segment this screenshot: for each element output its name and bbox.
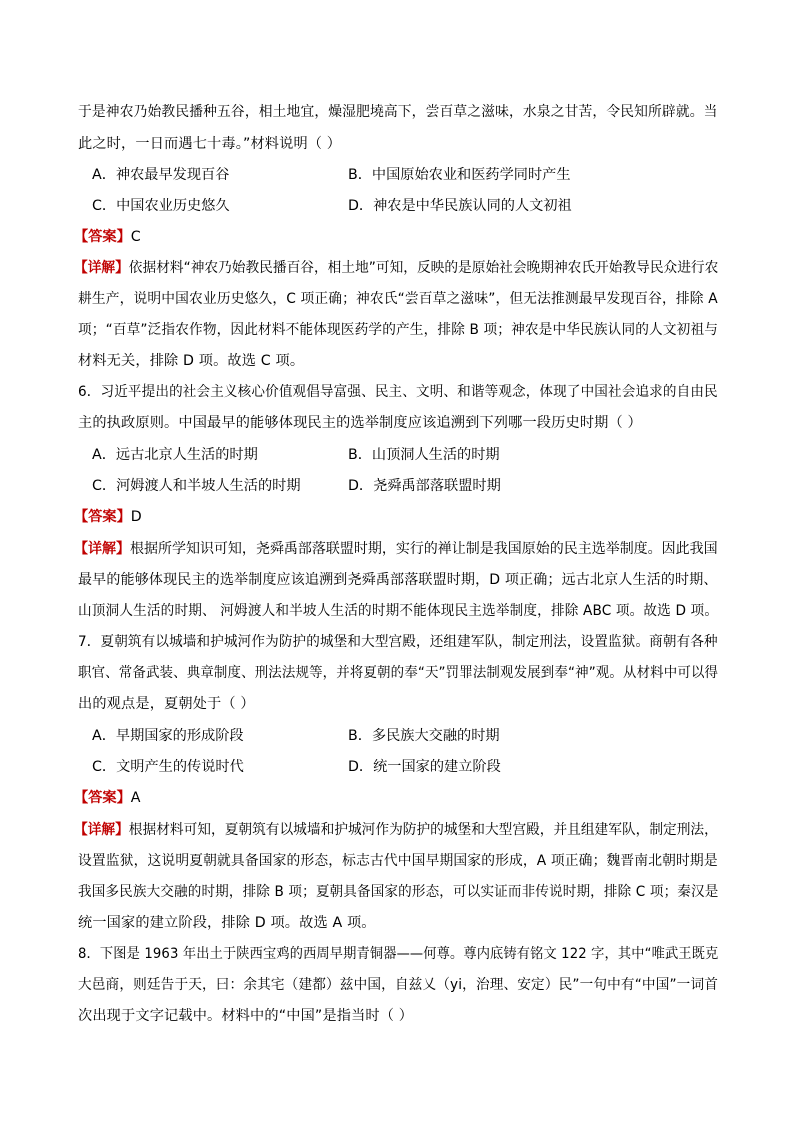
q8-stem-line-3: 次出现于文字记载中。材料中的“中国”是指当时（ ） bbox=[78, 1008, 414, 1024]
q6-stem-line-2: 主的执政原则。中国最早的能够体现民主的选举制度应该追溯到下列哪一段历史时期（ ） bbox=[78, 415, 642, 431]
q5-answer-value: C bbox=[130, 229, 141, 245]
q6-answer bbox=[74, 507, 142, 527]
q5-option-d: D．神农是中华民族认同的人文初祖 bbox=[348, 198, 572, 214]
q7-explain-line-4: 统一国家的建立阶段，排除 D 项。故选 A 项。 bbox=[78, 915, 376, 931]
answer-tag: 【答案】 bbox=[74, 509, 131, 525]
q5-explain-line-1 bbox=[74, 258, 718, 278]
q7-stem-line-3: 出的观点是，夏朝处于（ ） bbox=[78, 696, 255, 712]
q5-answer bbox=[74, 227, 141, 247]
q5-stem-line-1: 于是神农乃始教民播种五谷，相土地宜，燥湿肥墝高下，尝百草之滋味，水泉之甘苦，令民知所辟就。当 bbox=[78, 104, 718, 120]
q6-stem-line-1: 6．习近平提出的社会主义核心价值观倡导富强、民主、文明、和谐等观念，体现了中国社会追求的自由民 bbox=[78, 384, 718, 400]
q5-explain-line-3: 项；“百草”泛指农作物，因此材料不能体现医药学的产生，排除 B 项；神农是中华民族认同的人文初祖与 bbox=[78, 322, 719, 338]
explain-tag: 【详解】 bbox=[74, 822, 129, 838]
q5-explain-line-2: 耕生产，说明中国农业历史悠久，C 项正确；神农氏“尝百草之滋味”，但无法推测最早发现百谷，排除 A bbox=[78, 291, 718, 307]
q6-option-c: C．河姆渡人和半坡人生活的时期 bbox=[92, 478, 301, 494]
answer-tag: 【答案】 bbox=[74, 790, 131, 806]
q6-explain-line-3: 山顶洞人生活的时期、 河姆渡人和半坡人生活的时期不能体现民主选举制度，排除 ABC 项。故选 D 项。 bbox=[78, 603, 719, 619]
q6-explain-line-1 bbox=[74, 539, 718, 559]
q6-answer-value: D bbox=[130, 509, 142, 525]
q7-option-c: C．文明产生的传说时代 bbox=[92, 759, 244, 775]
q5-explain-text-1: 依据材料“神农乃始教民播百谷，相土地”可知，反映的是原始社会晚期神农氏开始教导民众进行农 bbox=[128, 260, 719, 276]
q6-option-b: B．山顶洞人生活的时期 bbox=[348, 447, 500, 463]
q6-explain-text-1: 根据所学知识可知，尧舜禹部落联盟时期，实行的禅让制是我国原始的民主选举制度。因此我国 bbox=[129, 541, 718, 557]
q7-stem-line-1: 7．夏朝筑有以城墙和护城河作为防护的城堡和大型宫殿，还组建军队，制定刑法，设置监狱。商朝有各种 bbox=[78, 634, 718, 650]
q5-option-b: B．中国原始农业和医药学同时产生 bbox=[348, 167, 571, 183]
q6-explain-line-2: 最早的能够体现民主的选举制度应该追溯到尧舜禹部落联盟时期，D 项正确；远古北京人生活的时期、 bbox=[78, 572, 718, 588]
answer-tag: 【答案】 bbox=[74, 229, 131, 245]
q6-option-d: D．尧舜禹部落联盟时期 bbox=[348, 478, 501, 494]
explain-tag: 【详解】 bbox=[74, 260, 129, 276]
q8-stem-line-2: 大邑商，则廷告于天，曰：余其宅（建都）兹中国，自兹乂（yi，治理、安定）民”一句中有“中国”一词首 bbox=[78, 977, 719, 993]
q7-option-a: A．早期国家的形成阶段 bbox=[92, 728, 244, 744]
q7-explain-text-1: 根据材料可知，夏朝筑有以城墙和护城河作为防护的城堡和大型宫殿，并且组建军队，制定刑法， bbox=[128, 822, 718, 838]
explain-tag: 【详解】 bbox=[74, 541, 130, 557]
q8-stem-line-1: 8．下图是 1963 年出土于陕西宝鸡的西周早期青铜器——何尊。尊内底铸有铭文 122 字，其中“唯武王既克 bbox=[78, 946, 719, 962]
q7-option-d: D．统一国家的建立阶段 bbox=[348, 759, 501, 775]
q5-option-a: A．神农最早发现百谷 bbox=[92, 167, 230, 183]
q6-option-a: A．远古北京人生活的时期 bbox=[92, 447, 258, 463]
q7-answer-value: A bbox=[130, 790, 141, 806]
q7-explain-line-1 bbox=[74, 820, 718, 840]
q7-explain-line-2: 设置监狱，这说明夏朝就具备国家的形态，标志古代中国早期国家的形成，A 项正确；魏晋南北朝时期是 bbox=[78, 853, 718, 869]
q5-stem-line-2: 此之时，一日而遇七十毒。”材料说明（ ） bbox=[78, 136, 342, 152]
q7-explain-line-3: 我国多民族大交融的时期，排除 B 项；夏朝具备国家的形态，可以实证而非传说时期，排除 C 项；秦汉是 bbox=[78, 884, 719, 900]
q7-option-b: B．多民族大交融的时期 bbox=[348, 728, 500, 744]
q5-option-c: C．中国农业历史悠久 bbox=[92, 198, 230, 214]
q7-answer bbox=[74, 788, 140, 808]
q7-stem-line-2: 职官、常备武装、典章制度、刑法法规等，并将夏朝的奉“天”罚罪法制观发展到奉“神”观。从材料中可以得 bbox=[78, 665, 719, 681]
q5-explain-line-4: 材料无关，排除 D 项。故选 C 项。 bbox=[78, 353, 305, 369]
